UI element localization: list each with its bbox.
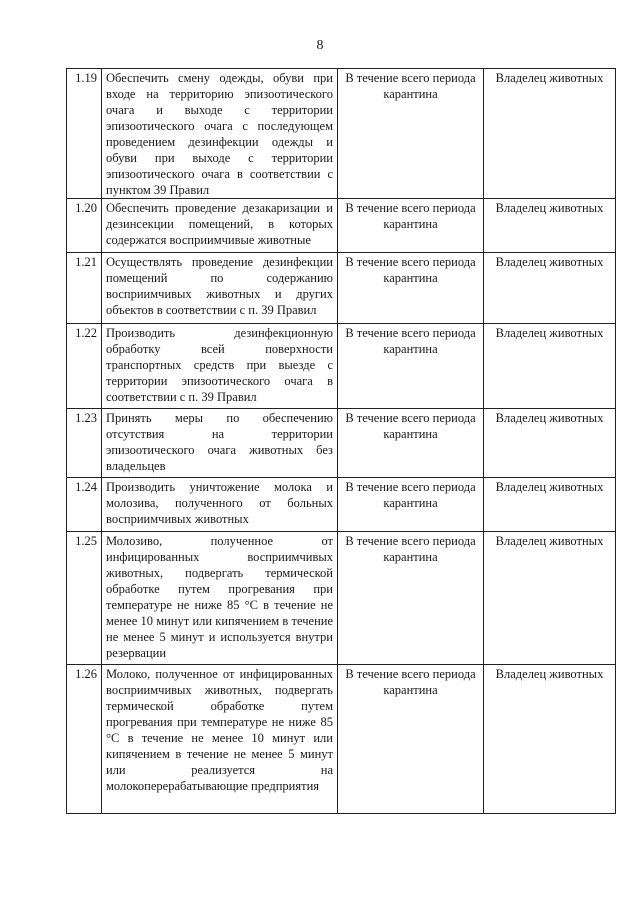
item-number: 1.24: [67, 478, 102, 532]
table-row: [67, 199, 616, 253]
measure-term: В течение всего периода карантина: [338, 665, 484, 814]
table-row: [67, 324, 616, 409]
measure-term: В течение всего периода карантина: [338, 199, 484, 253]
measures-table: [66, 68, 616, 814]
measure-text: Обеспечить смену одежды, обуви при входе на территорию эпизоотического очага и выходе с территории эпизоотического очага с последующем проведением дезинфекции одежды и обуви при выходе с территории эпизоотического очага в соответствии с пунктом 39 Правил: [102, 69, 338, 199]
measure-responsible: Владелец животных: [484, 199, 616, 253]
table-row: [67, 253, 616, 324]
table-row: [67, 69, 616, 199]
measure-responsible: Владелец животных: [484, 665, 616, 814]
page-number: 8: [316, 38, 324, 53]
measure-responsible: Владелец животных: [484, 532, 616, 665]
item-number: 1.22: [67, 324, 102, 409]
measure-responsible: Владелец животных: [484, 409, 616, 478]
measure-responsible: Владелец животных: [484, 69, 616, 199]
measure-text: Осуществлять проведение дезинфекции помещений по содержанию восприимчивых животных и других объектов в соответствии с п. 39 Правил: [102, 253, 338, 324]
item-number: 1.21: [67, 253, 102, 324]
measure-text: Молозиво, полученное от инфицированных восприимчивых животных, подвергать термической обработке путем прогревания при температуре не ниже 85 °С в течение не менее 10 минут или кипячением в течение не менее 5 минут и используется внутри резервации: [102, 532, 338, 665]
item-number: 1.26: [67, 665, 102, 814]
measure-text: Производить дезинфекционную обработку всей поверхности транспортных средств при выезде с территории эпизоотического очага в соответствии с п. 39 Правил: [102, 324, 338, 409]
measure-responsible: Владелец животных: [484, 324, 616, 409]
item-number: 1.23: [67, 409, 102, 478]
table-row: [67, 665, 616, 814]
measure-text: Молоко, полученное от инфицированных восприимчивых животных, подвергать термической обработке путем прогревания при температуре не ниже 85 °С в течение не менее 10 минут или кипячением в течение не менее 5 минут или реализуется на молокоперерабатывающие предприятия: [102, 665, 338, 814]
measure-text: Обеспечить проведение дезакаризации и дезинсекции помещений, в которых содержатся восприимчивые животные: [102, 199, 338, 253]
measure-responsible: Владелец животных: [484, 253, 616, 324]
item-number: 1.19: [67, 69, 102, 199]
measure-term: В течение всего периода карантина: [338, 409, 484, 478]
measure-term: В течение всего периода карантина: [338, 532, 484, 665]
measure-term: В течение всего периода карантина: [338, 324, 484, 409]
measure-text: Производить уничтожение молока и молозива, полученного от больных восприимчивых животных: [102, 478, 338, 532]
table-row: [67, 409, 616, 478]
item-number: 1.25: [67, 532, 102, 665]
measure-term: В течение всего периода карантина: [338, 69, 484, 199]
table-row: [67, 478, 616, 532]
item-number: 1.20: [67, 199, 102, 253]
measure-text: Принять меры по обеспечению отсутствия на территории эпизоотического очага животных без владельцев: [102, 409, 338, 478]
measure-term: В течение всего периода карантина: [338, 253, 484, 324]
measure-term: В течение всего периода карантина: [338, 478, 484, 532]
measure-responsible: Владелец животных: [484, 478, 616, 532]
table-row: [67, 532, 616, 665]
